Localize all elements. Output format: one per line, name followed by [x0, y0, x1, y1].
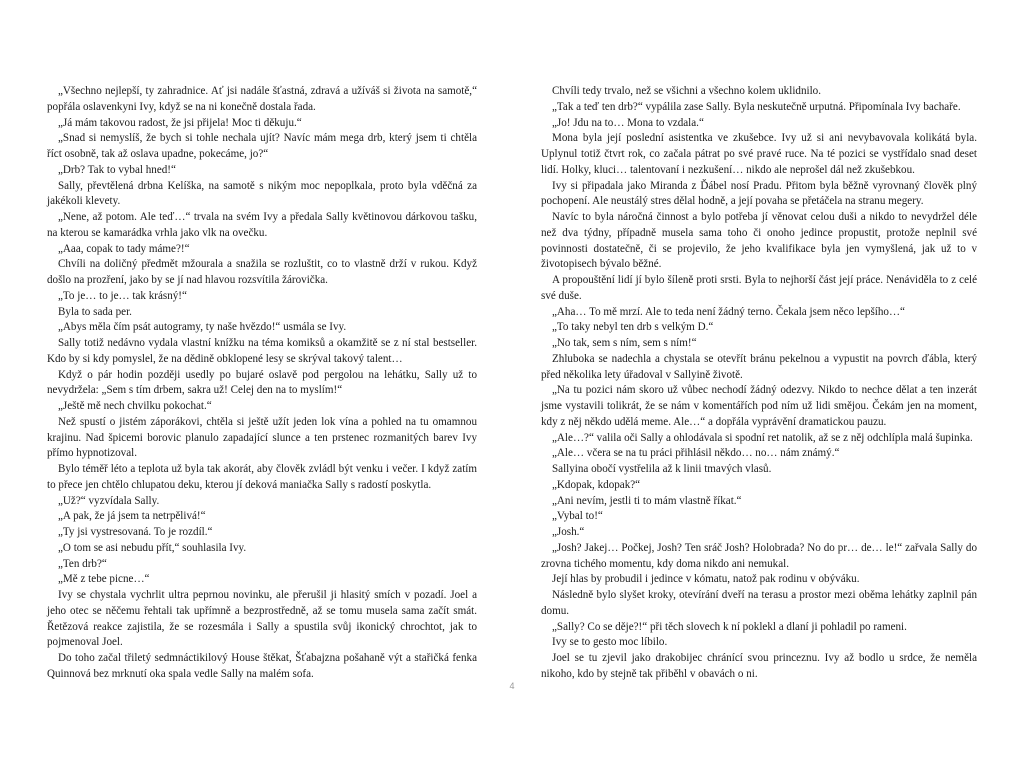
- paragraph: „O tom se asi nebudu přít,“ souhlasila Ivy.: [58, 541, 247, 554]
- paragraph: Chvíli tedy trvalo, než se všichni a všechno kolem uklidnilo.: [552, 85, 821, 97]
- paragraph: „Ani nevím, jestli ti to mám vlastně říkat.“: [552, 494, 742, 507]
- paragraph: „Ale…?“ valila oči Sally a ohlodávala si spodní ret natolik, až se z něj odchlípla malá šupinka.: [552, 431, 973, 444]
- paragraph: „Nene, až potom. Ale teď…“ trvala na svém Ivy a předala Sally květinovou dárkovou tašku, na kterou se kamarádka vrhla jako vlk na ovečku.: [47, 211, 477, 239]
- paragraph: Ivy si připadala jako Miranda z Ďábel nosí Pradu. Přitom byla běžně vyrovnaný člověk plný pochopení. Ale neustálý stres dělal hodně, a její povaha se přetáčela na stranu megery.: [541, 179, 977, 208]
- paragraph: Než spustí o jistém záporákovi, chtěla si ještě užít jeden lok vína a pohled na tu omamnou krajinu. Nad špicemi borovic planulo zapadající slunce a ten prstenec rozmanitých barev Ivy přímo hypnotizoval.: [47, 415, 477, 460]
- paragraph: „Všechno nejlepší, ty zahradnice. Ať jsi nadále šťastná, zdravá a užíváš si života na samotě,“ popřála oslavenkyni Ivy, když se na ni konečně dostala řada.: [47, 85, 477, 113]
- paragraph: „Kdopak, kdopak?“: [552, 478, 641, 491]
- paragraph: „To je… to je… tak krásný!“: [58, 289, 187, 302]
- paragraph: „Ty jsi vystresovaná. To je rozdíl.“: [58, 526, 213, 538]
- paragraph: Ivy se to gesto moc líbilo.: [552, 636, 668, 649]
- paragraph: „Snad si nemyslíš, že bych si tohle nechala ujít? Navíc mám mega drb, který jsem ti chtěla říct osobně, tak až oslava upadne, pokecáme, jo?“: [47, 132, 477, 160]
- paragraph: Navíc to byla náročná činnost a bylo potřeba jí věnovat celou duši a nikdo to nevydržel déle než dva týdny, případně musela sama toho či onoho jedince propustit, protože neplnil své povinnosti dostatečně, či se projevilo, že jeho kvalifikace byla jen vymyšlená, jak už to v životopisech bývalo běžné.: [541, 211, 977, 271]
- paragraph: Byla to sada per.: [58, 305, 132, 318]
- paragraph: „Sally? Co se děje?!“ při těch slovech k ní poklekl a dlaní ji pohladil po rameni.: [552, 620, 907, 633]
- paragraph: Sallyina obočí vystřelila až k linii tmavých vlasů.: [552, 463, 772, 475]
- paragraph: „Mě z tebe picne…“: [58, 573, 150, 586]
- paragraph: Sally totiž nedávno vydala vlastní knížku na téma komiksů a okamžitě se z ní stal bestseller. Kdo by si kdy pomyslel, že na dědině obklopené lesy se skrýval takový talent…: [47, 337, 477, 365]
- paragraph: „A pak, že já jsem ta netrpělivá!“: [58, 510, 206, 523]
- paragraph: Do toho začal třiletý sedmnáctikilový House štěkat, Šťabajzna pošahaně výt a stařičká fenka Quinnová bez mrknutí oka spala vedle Sally na malém sofa.: [47, 652, 477, 680]
- paragraph: Sally, převtělená drbna Kelíška, na samotě s nikým moc nepoplkala, proto byla vděčná za jakékoli klevety.: [47, 179, 477, 208]
- left-column: [47, 84, 477, 683]
- paragraph: „Už?“ vyzvídala Sally.: [58, 494, 160, 507]
- paragraph: „Já mám takovou radost, že jsi přijela! Moc ti děkuju.“: [58, 116, 302, 129]
- paragraph: „Na tu pozici nám skoro už vůbec nechodí žádný odezvy. Nikdo to nechce dělat a ten inzerát jsme vystavili tolikrát, že se nám v komentářích pod ním už lidi smějou. Čekám jen na moment, kdy z něj někdo udělá meme. Ale…“ a dopřála vyprávění dramatickou pauzu.: [541, 384, 977, 428]
- paragraph: „Ale… včera se na tu práci přihlásil někdo… no… nám známý.“: [552, 447, 840, 460]
- paragraph: „To taky nebyl ten drb s velkým D.“: [552, 321, 714, 334]
- paragraph: Následně bylo slyšet kroky, otevírání dveří na terasu a prostor mezi oběma lehátky zaplnil pán domu.: [541, 589, 977, 617]
- paragraph: „Aha… To mě mrzí. Ale to teda není žádný terno. Čekala jsem něco lepšího…“: [552, 305, 905, 318]
- paragraph: „Jo! Jdu na to… Mona to vzdala.“: [552, 116, 704, 129]
- paragraph: „Ještě mě nech chvilku pokochat.“: [58, 400, 212, 412]
- paragraph: Její hlas by probudil i jedince v kómatu, natož pak rodinu v obýváku.: [552, 573, 860, 586]
- paragraph: Zhluboka se nadechla a chystala se otevřít bránu pekelnou a vypustit na povrch ďábla, který před několika lety úřadoval v Sallyině životě.: [541, 352, 977, 381]
- paragraph: „Aaa, copak to tady máme?!“: [58, 242, 190, 255]
- paragraph: Mona byla její poslední asistentka ve zkušebce. Ivy už si ani nevybavovala kolikátá byla. Uplynul totiž čtvrt rok, co začala pátrat po své pravé ruce. Na té pozici se vystřídalo snad deset lidí. Holky, kluci… talentovaní i nezkušení… nikdo ale neprošel dál než zkušebkou.: [541, 132, 977, 176]
- paragraph: „Vybal to!“: [552, 510, 603, 523]
- page-number: 4: [509, 681, 515, 691]
- paragraph: Joel se tu zjevil jako drakobijec chránící svou princeznu. Ivy až bodlo u srdce, že neměla nikoho, kdo by stejně tak přiběhl v obavách o ni.: [541, 652, 977, 680]
- paragraph: „Josh? Jakej… Počkej, Josh? Ten sráč Josh? Holobrada? No do pr… de… le!“ zařvala Sally do zrovna tichého momentu, kdy doma nikdo ani nemukal.: [541, 541, 977, 570]
- paragraph: „Tak a teď ten drb?“ vypálila zase Sally. Byla neskutečně urputná. Připomínala Ivy bachaře.: [552, 100, 961, 113]
- paragraph: Bylo téměř léto a teplota už byla tak akorát, aby člověk zvládl být venku i večer. I když zatím to přece jen chtělo chlupatou deku, kterou jí deková maniačka Sally s radostí poskytla.: [47, 463, 477, 491]
- paragraph: „Abys měla čím psát autogramy, ty naše hvězdo!“ usmála se Ivy.: [58, 321, 347, 334]
- paragraph: „Ten drb?“: [58, 557, 107, 570]
- paragraph: Když o pár hodin později usedly po bujaré oslavě pod pergolou na lehátku, Sally už to nevydržela: „Sem s tím drbem, sakra už! Celej den na to myslím!“: [47, 368, 477, 397]
- paragraph: „No tak, sem s ním, sem s ním!“: [552, 337, 697, 349]
- paragraph: „Josh.“: [552, 526, 585, 538]
- paragraph: Ivy se chystala vychrlit ultra peprnou novinku, ale přerušil ji hlasitý smích v pozadí. Joel a jeho otec se něčemu řehtali tak upřímně a bezprostředně, až se tomu musela sama začít smát. Řetězová reakce zajistila, že se rozesmála i Sally a spustila svůj ikonický chrochtot, jak to pojmenoval Joel.: [47, 589, 477, 649]
- paragraph: „Drb? Tak to vybal hned!“: [58, 163, 176, 176]
- paragraph: Chvíli na doličný předmět mžourala a snažila se rozluštit, co to vlastně drží v rukou. Když došlo na prozření, jako by se jí nad hlavou rozsvítila žárovička.: [47, 258, 477, 286]
- right-column: [541, 84, 977, 683]
- paragraph: A propouštění lidí jí bylo šíleně proti srsti. Byla to nejhorší část její práce. Nenáviděla to z celé své duše.: [541, 274, 977, 302]
